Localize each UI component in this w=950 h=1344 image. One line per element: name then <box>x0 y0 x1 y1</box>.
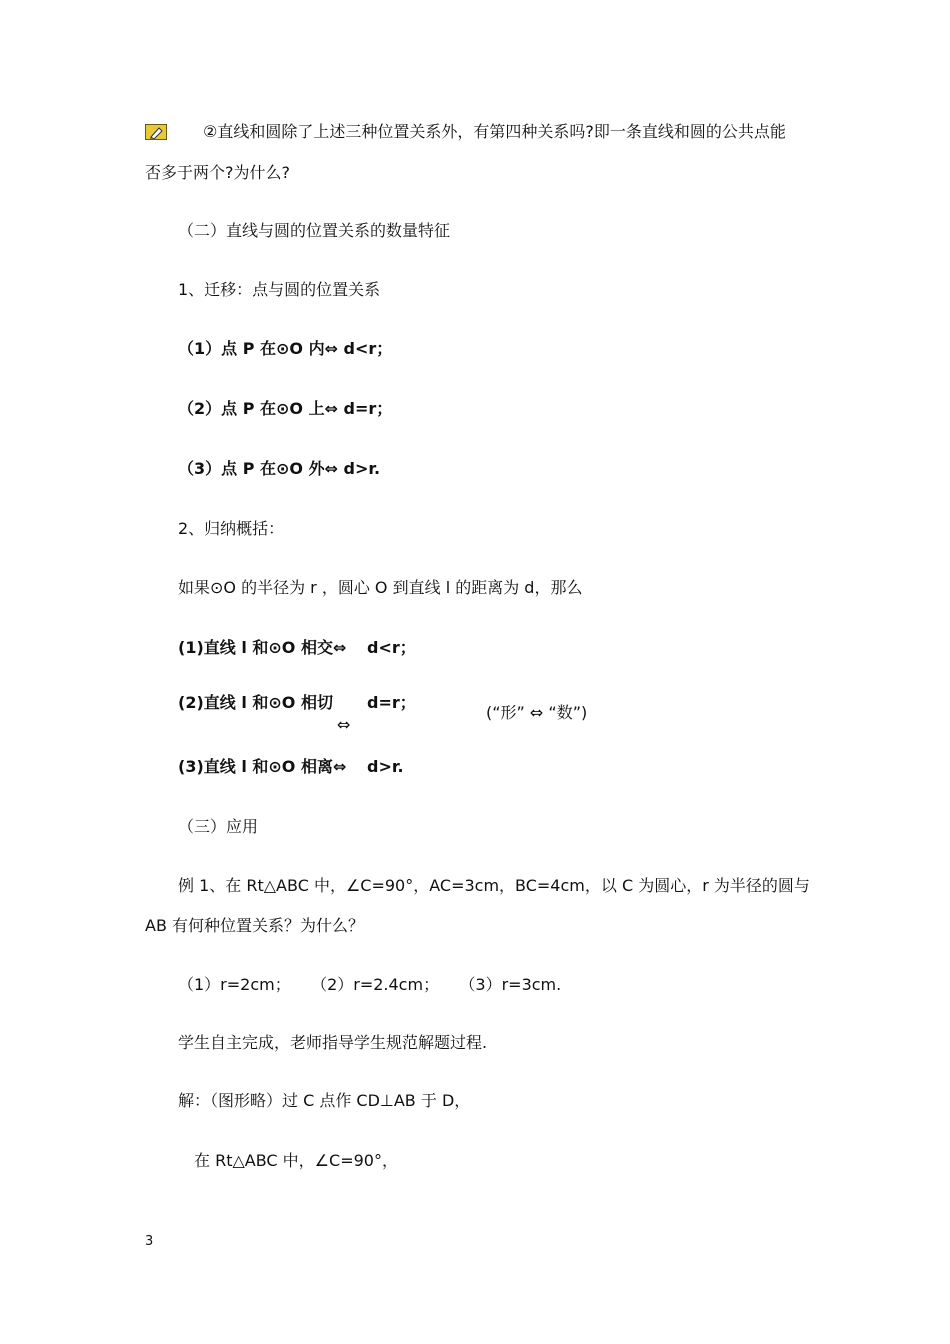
pencil-icon <box>145 124 167 140</box>
example-cases: （1）r=2cm； （2）r=2.4cm； （3）r=3cm. <box>178 975 562 994</box>
line-relation-tangent-value: d=r； <box>367 693 416 712</box>
line-relation-separate-value: d>r. <box>367 757 404 776</box>
paragraph-line: ②直线和圆除了上述三种位置关系外，有第四种关系吗?即一条直线和圆的公共点能 <box>203 122 786 141</box>
section-heading: （三）应用 <box>178 817 259 836</box>
solution-line: 解：（图形略）过 C 点作 CD⊥AB 于 D， <box>178 1091 471 1110</box>
item-heading: 2、归纳概括： <box>178 519 285 538</box>
line-relation-intersect-label: (1)直线 l 和⊙O 相交⇔ <box>178 638 347 657</box>
student-text: 学生自主完成，老师指导学生规范解题过程. <box>178 1033 488 1052</box>
line-relation-intersect-value: d<r； <box>367 638 416 657</box>
example-line: AB 有何种位置关系？为什么？ <box>145 916 365 935</box>
solution-line: 在 Rt△ABC 中，∠C=90°， <box>194 1151 398 1170</box>
generalize-text: 如果⊙O 的半径为 r ，圆心 O 到直线 l 的距离为 d，那么 <box>178 578 583 597</box>
point-relation-outside: （3）点 P 在⊙O 外⇔ d>r. <box>178 459 381 478</box>
paragraph-line: 否多于两个?为什么? <box>145 163 290 182</box>
point-relation-on: （2）点 P 在⊙O 上⇔ d=r； <box>178 399 393 418</box>
iff-symbol: ⇔ <box>337 715 351 734</box>
section-heading: （二）直线与圆的位置关系的数量特征 <box>178 221 451 240</box>
shape-number-note: (“形” ⇔ “数”) <box>486 703 588 722</box>
point-relation-inside: （1）点 P 在⊙O 内⇔ d<r； <box>178 339 393 358</box>
line-relation-tangent-label: (2)直线 l 和⊙O 相切 <box>178 693 333 712</box>
line-relation-separate-label: (3)直线 l 和⊙O 相离⇔ <box>178 757 347 776</box>
page-number: 3 <box>145 1234 154 1249</box>
example-line: 例 1、在 Rt△ABC 中，∠C=90°，AC=3cm，BC=4cm，以 C 为圆心，r 为半径的圆与 <box>178 876 810 895</box>
item-heading: 1、迁移：点与圆的位置关系 <box>178 280 381 299</box>
